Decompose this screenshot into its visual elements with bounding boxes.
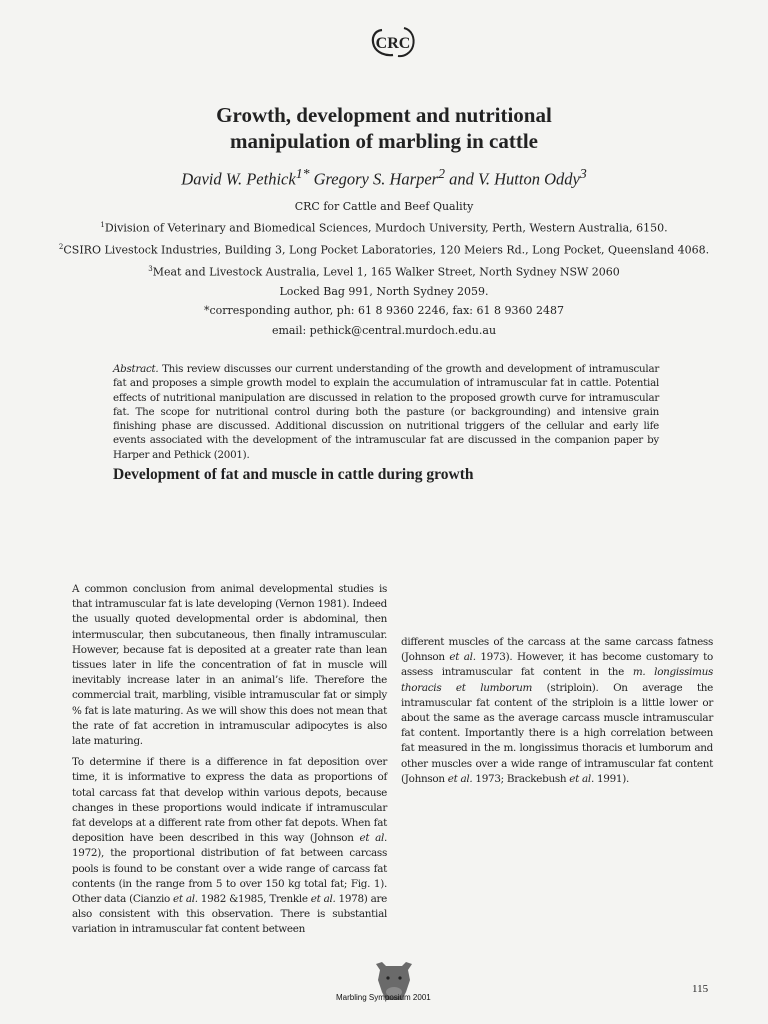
email-address: email: pethick@central.murdoch.edu.au bbox=[271, 323, 497, 337]
page-number: 115 bbox=[692, 983, 709, 995]
author-1: David W. Pethick bbox=[181, 169, 296, 189]
abstract bbox=[113, 362, 659, 462]
author-3: and V. Hutton Oddy bbox=[444, 169, 580, 189]
affiliation-3-address: Locked Bag 991, North Sydney 2059. bbox=[279, 285, 489, 299]
affiliation-3: $^3$Meat and Livestock Australia, Level 1, 165 Walker Street, North Sydney NSW 2060 bbox=[148, 265, 620, 279]
abstract-text: This review discusses our current understanding of the growth and development of intramuscular fat and proposes a simple growth model to explain the accumulation of intramuscular fat in cattle. Potential effects of nutritional manipulation are discussed in relation to the proposed growth curve for intramuscular fat. The scope for nutritional control during both the pasture (or backgrounding) and intensive grain finishing phase are discussed. Additional discussion on nutritional triggers of the cellular and early life events associated with the development of the intramuscular fat are discussed in the companion paper by Harper and Pethick (2001). bbox=[113, 363, 659, 461]
paragraph: different muscles of the carcass at the same carcass fatness (Johnson et al. 1973). However, it has become customary to assess intramuscular fat content in the m. longissimus thoracis et lumborum (striploin). On average the intramuscular fat content of the striploin is a little lower or about the same as the average carcass muscle intramuscular fat content. Importantly there is a high correlation between fat measured in the m. longissimus thoracis et lumborum and other muscles over a wide range of intramuscular fat content (Johnson et al. 1973; Brackebush et al. 1991). bbox=[401, 636, 714, 785]
paragraph: A common conclusion from animal developmental studies is that intramuscular fat is late developing (Vernon 1981). Indeed the usually quoted developmental order is abdominal, then intermuscular, then subcutaneous, then finally intramuscular. However, because fat is deposited at a greater rate than lean tissues later in life the concentration of fat in muscle will inevitably increase later in an animal’s life. Therefore the commercial trait, marbling, visible intramuscular fat or simply % fat is late maturing. As we will show this does not mean that the rate of fat accretion in intramuscular adipocytes is also late maturing. bbox=[72, 583, 387, 748]
paragraph: To determine if there is a difference in fat deposition over time, it is informative to express the data as proportions of total carcass fat that develop within various depots, because changes in these proportions would indicate if intramuscular fat develops at a different rate from other fat depots. When fat deposition have been described in this way (Johnson et al. 1972), the proportional distribution of fat between carcass pools is found to be constant over a wide range of carcass fat contents (in the range from 5 to over 150 kg total fat; Fig. 1). Other data (Cianzio et al. 1982 &1985, Trenkle et al. 1978) are also consistent with this observation. There is substantial variation in intramuscular fat content between bbox=[72, 756, 388, 936]
body-column-left bbox=[72, 582, 387, 944]
title-line-2: manipulation of marbling in cattle bbox=[229, 129, 539, 153]
author-2: Gregory S. Harper bbox=[309, 169, 439, 189]
author-3-mark: 3 bbox=[579, 166, 587, 181]
crc-logo bbox=[368, 22, 418, 62]
affiliation-1: $^1$Division of Veterinary and Biomedical Sciences, Murdoch University, Perth, Western Australia, 6150. bbox=[100, 221, 668, 235]
title-line-1: Growth, development and nutritional bbox=[216, 103, 552, 127]
body-column-right bbox=[401, 635, 713, 793]
affiliation-org: CRC for Cattle and Beef Quality bbox=[294, 200, 474, 213]
author-list bbox=[0, 166, 768, 190]
paper-title bbox=[0, 102, 768, 154]
author-2-mark: 2 bbox=[438, 166, 445, 181]
affiliation-2: $^2$CSIRO Livestock Industries, Building 3, Long Pocket Laboratories, 120 Meiers Rd., Long Pocket, Queensland 4068. bbox=[58, 243, 710, 257]
section-heading: Development of fat and muscle in cattle during growth bbox=[113, 466, 474, 483]
author-1-mark: 1* bbox=[295, 166, 310, 181]
affiliations bbox=[0, 197, 768, 340]
footer-text: Marbling Symposium 2001 bbox=[336, 993, 431, 1002]
corresponding-author: *corresponding author, ph: 61 8 9360 2246, fax: 61 8 9360 2487 bbox=[203, 304, 564, 318]
svg-text:CRC: CRC bbox=[375, 35, 411, 52]
abstract-lead: Abstract. bbox=[113, 363, 159, 375]
